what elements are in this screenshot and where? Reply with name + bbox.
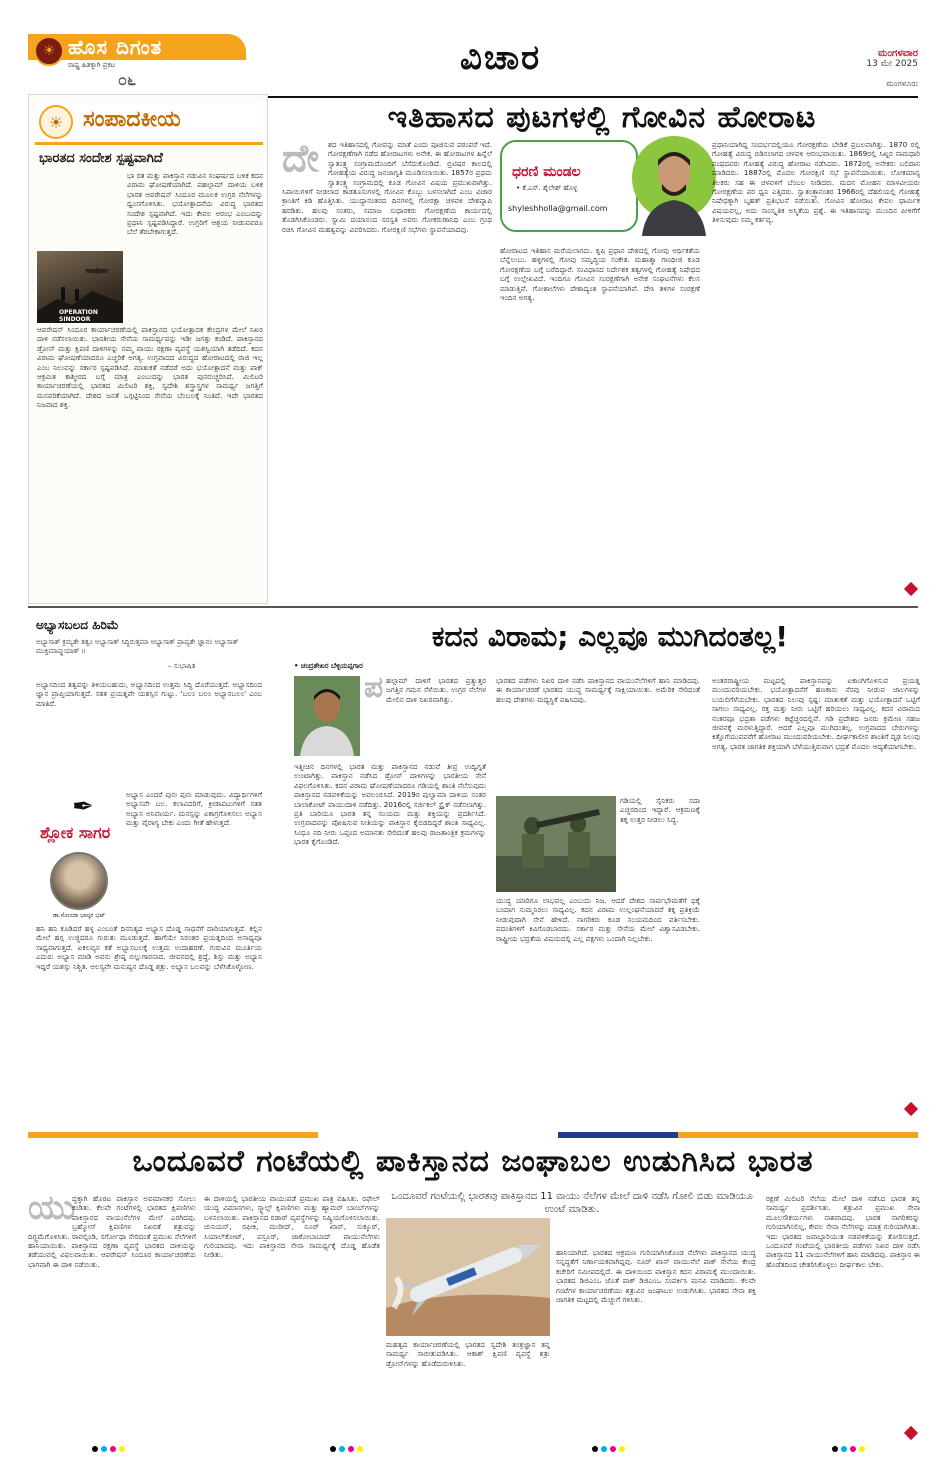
ceasefire-column-2-side: ಗಡಿಯಲ್ಲಿ ಸೈನಿಕರು ಸದಾ ಎಚ್ಚರದಿಂದ ಇದ್ದಾರೆ. ಆಕ್ರಮಣಕ್ಕೆ ತಕ್ಕ ಉತ್ತರ ನೀಡಲು ಸಿದ್ಧ. — [620, 796, 700, 824]
shloka-verse: ಅಭ್ಯಾಸಾತ್ ಕ್ರಮ್ಯತೇ ತತ್ವಂ ಅಭ್ಯಾಸಾತ್ ಸಿದ್ಧಿರುತ್ತಮಾ ಅಭ್ಯಾಸಾತ್ ಪ್ರಾಪ್ಯತೇ ಜ್ಞಾನಂ ಅಭ್ಯಾಸಾತ್ ಮುಕ್ತಿಮಾಪ್ನುಯಾತ್ ॥ — [36, 638, 239, 655]
ceasefire-column-1: ಇತ್ತೀಚಿನ ದಿನಗಳಲ್ಲಿ ಭಾರತ ಮತ್ತು ಪಾಕಿಸ್ತಾನದ ನಡುವೆ ತೀವ್ರ ಉದ್ವಿಗ್ನತೆ ಉಂಟಾಗಿತ್ತು. ಪಾಕಿಸ್ತಾನ ನಡೆಸಿದ ಡ್ರೋನ್ ದಾಳಿಗಳನ್ನು ಭಾರತೀಯ ಸೇನೆ ವಿಫಲಗೊಳಿಸಿತು. ಕದನ ವಿರಾಮ ಘೋಷಣೆಯಾದರೂ ಗಡಿಯಲ್ಲಿ ಶಾಂತಿ ನೆಲೆಸುವುದು ಪಾಕಿಸ್ತಾನದ ನಡವಳಿಕೆಯನ್ನು ಅವಲಂಬಿಸಿದೆ. 2019ರ ಪುಲ್ವಾಮಾ ದಾಳಿಯ ನಂತರ ಬಾಲಾಕೋಟ್ ವಾಯುದಾಳಿ ನಡೆದಿತ್ತು. 2016ರಲ್ಲಿ ಸರ್ಜಿಕಲ್ ಸ್ಟ್ರೈಕ್ ನಡೆಸಲಾಗಿತ್ತು. ಪ್ರತಿ ಬಾರಿಯೂ ಭಾರತ ತನ್ನ ಸಂಯಮ ಮತ್ತು ಶಕ್ತಿಯನ್ನು ಪ್ರದರ್ಶಿಸಿದೆ. ಉಗ್ರವಾದವನ್ನು ಪೋಷಿಸುವ ನೀತಿಯನ್ನು ಪಾಕಿಸ್ತಾನ ಕೈಬಿಡದಿದ್ದರೆ ಶಾಂತಿ ಸಾಧ್ಯವಿಲ್ಲ. ಸಿಂಧೂ ನದಿ ನೀರು ಒಪ್ಪಂದ ಅಮಾನತು ಸೇರಿದಂತೆ ಹಲವು ರಾಜತಾಂತ್ರಿಕ ಕ್ರಮಗಳನ್ನು ಭಾರತ ಕೈಗೊಂಡಿದೆ. — [294, 762, 486, 847]
reg-dot-cyan — [101, 1446, 107, 1452]
main-article-text-1: ಶದ ಇತಿಹಾಸದಲ್ಲಿ ಗೋವನ್ನು ಮಾತೆ ಎಂದು ಪೂಜಿಸುವ ಪರಂಪರೆ ಇದೆ. ಗೋರಕ್ಷಣೆಗಾಗಿ ನಡೆದ ಹೋರಾಟಗಳು ಅನೇಕ. ಈ ಹೋರಾಟಗಳ ಹಿನ್ನೆಲೆ ಸ್ವಾತಂತ್ರ್ಯ ಸಂಗ್ರಾಮದೊಂದಿಗೆ ಬೆಸೆದುಕೊಂಡಿದೆ. ಬ್ರಿಟಿಷರ ಕಾಲದಲ್ಲಿ ಗೋಹತ್ಯೆಯ ವಿರುದ್ಧ ಜನಜಾಗೃತಿ ಮೂಡಿಸಲಾಯಿತು. 1857ರ ಪ್ರಥಮ ಸ್ವಾತಂತ್ರ್ಯ ಸಂಗ್ರಾಮದಲ್ಲಿ ಕೂಡ ಗೋವಿನ ವಿಷಯ ಪ್ರಮುಖವಾಗಿತ್ತು. ಸಿಪಾಯಿಗಳಿಗೆ ನೀಡಲಾದ ಕಾಡತೂಸುಗಳಲ್ಲಿ ಗೋವಿನ ಕೊಬ್ಬು ಬಳಸಲಾಗಿದೆ ಎಂಬ ವಿಚಾರ ಕ್ರಾಂತಿಗೆ ಕಿಡಿ ಹೊತ್ತಿಸಿತು. ಯುದ್ಧಾನಂತರದ ದಿನಗಳಲ್ಲಿ ಗೋರಕ್ಷಾ ಚಳವಳಿ ದೇಶವ್ಯಾಪಿ ಹರಡಿತು. ಹಲವು ಸಂತರು, ಸಮಾಜ ಸುಧಾರಕರು ಗೋರಕ್ಷಣೆಯ ಕಾರ್ಯದಲ್ಲಿ ತೊಡಗಿಸಿಕೊಂಡರು. ಸ್ವಾಮಿ ದಯಾನಂದ ಸರಸ್ವತಿ ಅವರು ಗೋಕರುಣಾನಿಧಿ ಎಂಬ ಗ್ರಂಥ ರಚಿಸಿ ಗೋವಿನ ಮಹತ್ವವನ್ನು ವಿವರಿಸಿದರು. ಗೋರಕ್ಷಿಣಿ ಸಭೆಗಳು ಸ್ಥಾಪನೆಯಾದವು. — [282, 140, 492, 234]
registration-marks — [330, 1446, 363, 1452]
main-article-column-2: ಹೋರಾಟದ ಇತಿಹಾಸ ಮರೆಯಲಾಗದು. ಕೃಷಿ ಪ್ರಧಾನ ದೇಶದಲ್ಲಿ ಗೋವು ಆರ್ಥಿಕತೆಯ ಬೆನ್ನೆಲುಬು. ಹಳ್ಳಿಗಳಲ್ಲಿ ಗೋವು ಸಮೃದ್ಧಿಯ ಸಂಕೇತ. ಮಹಾತ್ಮಾ ಗಾಂಧೀಜಿ ಕೂಡ ಗೋರಕ್ಷಣೆಯ ಬಗ್ಗೆ ಬರೆದಿದ್ದಾರೆ. ಸಂವಿಧಾನದ ನಿರ್ದೇಶಕ ತತ್ವಗಳಲ್ಲಿ ಗೋಹತ್ಯೆ ನಿಷೇಧದ ಬಗ್ಗೆ ಉಲ್ಲೇಖವಿದೆ. ಇಂದಿಗೂ ಗೋವಿನ ಸಂರಕ್ಷಣೆಗಾಗಿ ಅನೇಕ ಸಂಘಟನೆಗಳು ಕೆಲಸ ಮಾಡುತ್ತಿವೆ. ಗೋಶಾಲೆಗಳು ದೇಶಾದ್ಯಂತ ಸ್ಥಾಪನೆಯಾಗಿವೆ. ದೇಸಿ ತಳಿಗಳ ಸಂರಕ್ಷಣೆ ಇಂದಿನ ಅಗತ್ಯ. — [500, 246, 700, 303]
author-bubble — [500, 140, 638, 232]
reg-dot-yellow — [859, 1446, 865, 1452]
bottom-article-column-4: ಹಾನಿಯಾಗಿದೆ. ಭಾರತದ ಆಕ್ರಮಣ ಗುರಿಯಾಗಿಸಿಕೊಂಡ ನೆಲೆಗಳು ಪಾಕಿಸ್ತಾನದ ಯುದ್ಧ ಸನ್ನದ್ಧತೆಗೆ ನಿರ್ಣಾಯಕವಾಗಿದ್ದವು. ನೂರ್ ಖಾನ್ ವಾಯುನೆಲೆ ಪಾಕ್ ಸೇನೆಯ ಕೇಂದ್ರ ಕಚೇರಿಗೆ ಸಮೀಪದಲ್ಲಿದೆ. ಈ ದಾಳಿಯಿಂದ ಪಾಕಿಸ್ತಾನ ಕದನ ವಿರಾಮಕ್ಕೆ ಮುಂದಾಯಿತು. ಭಾರತದ ಡಿಜಿಎಂಒ ಜೊತೆ ಪಾಕ್ ಡಿಜಿಎಂಒ ಸಂಪರ್ಕಿಸಿ ಮನವಿ ಮಾಡಿದರು. ಕೆಲವೇ ಗಂಟೆಗಳ ಕಾರ್ಯಾಚರಣೆಯು ಶತ್ರುವಿನ ಜಂಘಾಬಲ ಉಡುಗಿಸಿತು. ಭಾರತದ ಸೇನಾ ಶಕ್ತಿ ಜಾಗತಿಕ ಮಟ್ಟದಲ್ಲಿ ಮೆಚ್ಚುಗೆ ಗಳಿಸಿತು. — [556, 1248, 756, 1305]
main-article-column-3: ಪ್ರಧಾನಿಯಾಗಿದ್ದ ಸಂದರ್ಭದಲ್ಲಿಯೂ ಗೋರಕ್ಷಣೆಯ ಬೇಡಿಕೆ ಪ್ರಬಲವಾಗಿತ್ತು. 1870 ರಲ್ಲಿ ಗೋಹತ್ಯೆ ವಿರುದ್ಧ ಬಿಡಿಸಲಾಗದ ಚಳವಳಿ ಆರಂಭವಾಯಿತು. 1869ರಲ್ಲಿ ಸಿಖ್ಖರ ನಾಮಧಾರಿ ಪಂಥದವರು ಗೋಹತ್ಯೆ ವಿರುದ್ಧ ಹೋರಾಟ ನಡೆಸಿದರು. 1872ರಲ್ಲಿ ಅನೇಕರು ಬಲಿದಾನ ಮಾಡಿದರು. 1887ರಲ್ಲಿ ಮೊದಲ ಗೋರಕ್ಷಿಣಿ ಸಭೆ ಸ್ಥಾಪನೆಯಾಯಿತು. ಲೋಕಮಾನ್ಯ ತಿಲಕರು ಸಹ ಈ ಚಳವಳಿಗೆ ಬೆಂಬಲ ನೀಡಿದರು. ಮದನ ಮೋಹನ ಮಾಳವೀಯರು ಗೋರಕ್ಷಣೆಯ ಪರ ಧ್ವನಿ ಎತ್ತಿದರು. ಸ್ವಾತಂತ್ರ್ಯಾನಂತರ 1966ರಲ್ಲಿ ದೆಹಲಿಯಲ್ಲಿ ಗೋಹತ್ಯೆ ನಿಷೇಧಕ್ಕಾಗಿ ಬೃಹತ್ ಪ್ರತಿಭಟನೆ ನಡೆಯಿತು. ಗೋವಿನ ಹೋರಾಟ ಕೇವಲ ಧಾರ್ಮಿಕ ವಿಷಯವಲ್ಲ, ಅದು ಸಾಂಸ್ಕೃತಿಕ ಅಸ್ಮಿತೆಯ ಪ್ರಶ್ನೆ. ಈ ಇತಿಹಾಸವನ್ನು ಮುಂದಿನ ಪೀಳಿಗೆಗೆ ತಿಳಿಸುವುದು ನಮ್ಮ ಕರ್ತವ್ಯ. — [712, 140, 920, 225]
edition-city: ಮಂಗಳೂರು — [886, 79, 918, 88]
shloka-sagara-title: ಶ್ಲೋಕ ಸಾಗರ — [40, 823, 111, 842]
main-article-headline: ಇತಿಹಾಸದ ಪುಟಗಳಲ್ಲಿ ಗೋವಿನ ಹೋರಾಟ — [387, 100, 817, 135]
reg-dot-black — [592, 1446, 598, 1452]
logo-emblem-icon: ☀ — [34, 36, 64, 66]
editorial-headline: ಭಾರತದ ಸಂದೇಶ ಸ್ಪಷ್ಟವಾಗಿದೆ — [39, 151, 163, 166]
registration-marks — [592, 1446, 625, 1452]
shloka-body-3: ಹನಿ ಹನಿ ಕೂಡಿದರೆ ಹಳ್ಳ ಎಂಬಂತೆ ದಿನನಿತ್ಯದ ಅಭ್ಯಾಸ ದೊಡ್ಡ ಸಾಧನೆಗೆ ದಾರಿಯಾಗುತ್ತದೆ. ಕಲ್ಲಿನ ಮೇಲೆ ಹಗ್ಗ ಉಜ್ಜಿದರೂ ಗುರುತು ಮೂಡುತ್ತದೆ. ಹಾಗೆಯೇ ನಿರಂತರ ಪ್ರಯತ್ನದಿಂದ ಅಸಾಧ್ಯವೂ ಸಾಧ್ಯವಾಗುತ್ತದೆ. ಏಕಲವ್ಯನ ಕತೆ ಅಭ್ಯಾಸಬಲಕ್ಕೆ ಉತ್ತಮ ಉದಾಹರಣೆ. ಗುರುವಿನ ಮೂರ್ತಿಯ ಎದುರು ಅಭ್ಯಾಸ ಮಾಡಿ ಅವನು ಶ್ರೇಷ್ಠ ಬಿಲ್ಲುಗಾರನಾದ. ಜೀವನದಲ್ಲಿ ಶ್ರದ್ಧೆ, ಶಿಸ್ತು ಮತ್ತು ಅಭ್ಯಾಸ ಇದ್ದರೆ ಯಶಸ್ಸು ನಿಶ್ಚಿತ. ಆಲಸ್ಯವೇ ಮನುಷ್ಯನ ದೊಡ್ಡ ಶತ್ರು. ಅಭ್ಯಾಸ ಬಲವನ್ನು ಬೆಳೆಸಿಕೊಳ್ಳೋಣ. — [36, 924, 262, 971]
ceasefire-column-1-top — [364, 676, 486, 762]
bottom-article-column-2: ಈ ದಾಳಿಯಲ್ಲಿ ಭಾರತೀಯ ವಾಯುಪಡೆ ಪ್ರಮುಖ ಪಾತ್ರ ವಹಿಸಿತು. ರಫೇಲ್ ಯುದ್ಧ ವಿಮಾನಗಳು, ಸ್ಕ್ಯಾಲ್ಪ್ ಕ್ಷಿಪಣಿಗಳು ಮತ್ತು ಹ್ಯಾಮರ್ ಬಾಂಬ್‌ಗಳನ್ನು ಬಳಸಲಾಯಿತು. ಪಾಕಿಸ್ತಾನದ ರಡಾರ್ ವ್ಯವಸ್ಥೆಗಳನ್ನು ನಿಷ್ಕ್ರಿಯಗೊಳಿಸಲಾಯಿತು. ಚುನಿಯನ್, ರಫೀಕಿ, ಮುರೀದ್, ನೂರ್ ಖಾನ್, ಸುಕ್ಕೂರ್, ಸಿಯಾಲ್‌ಕೋಟ್, ಪಸ್ರೂರ್, ಜಾಕೋಬಾಬಾದ್ ವಾಯುನೆಲೆಗಳು ಗುರಿಯಾದವು. ಇದು ಪಾಕಿಸ್ತಾನದ ಸೇನಾ ಸಾಮರ್ಥ್ಯಕ್ಕೆ ದೊಡ್ಡ ಹೊಡೆತ ನೀಡಿತು. — [204, 1194, 380, 1260]
newspaper-logo[interactable] — [28, 34, 246, 90]
band-segment-orange — [28, 1132, 318, 1138]
photo-caption: ಒಂದೂವರೆ ಗಂಟೆಯಲ್ಲಿ ಭಾರತವು ಪಾಕಿಸ್ತಾನದ 11 ವಾಯು ನೆಲೆಗಳ ಮೇಲೆ ದಾಳಿ ನಡೆಸಿ ಗೋಲಿ ಬಿಡು ಮಾಡಿಯೂ ಉಂಟೆ ಮಾಡಿತು. — [391, 1191, 753, 1215]
reg-dot-yellow — [119, 1446, 125, 1452]
logo-text: ಹೊಸ ದಿಗಂತ — [68, 35, 163, 59]
band-gap — [318, 1132, 558, 1138]
weekday: ಮಂಗಳವಾರ — [877, 48, 918, 59]
ceasefire-column-3: ಅಂತರರಾಷ್ಟ್ರೀಯ ಮಟ್ಟದಲ್ಲಿ ಪಾಕಿಸ್ತಾನವನ್ನು ಏಕಾಂಗಿಗೊಳಿಸುವ ಪ್ರಯತ್ನ ಮುಂದುವರಿಯಬೇಕು. ಭಯೋತ್ಪಾದನೆಗೆ ಹಣಕಾಸು ನೆರವು ನೀಡುವ ಜಾಲಗಳನ್ನು ಬಯಲಿಗೆಳೆಯಬೇಕು. ಭಾರತದ ನಿಲುವು ಸ್ಪಷ್ಟ: ಮಾತುಕತೆ ಮತ್ತು ಭಯೋತ್ಪಾದನೆ ಒಟ್ಟಿಗೆ ಸಾಗಲು ಸಾಧ್ಯವಿಲ್ಲ. ರಕ್ತ ಮತ್ತು ನೀರು ಒಟ್ಟಿಗೆ ಹರಿಯಲು ಸಾಧ್ಯವಿಲ್ಲ. ಕದನ ವಿರಾಮದ ನಂತರವೂ ಭದ್ರತಾ ಪಡೆಗಳು ಕಟ್ಟೆಚ್ಚರದಲ್ಲಿವೆ. ಗಡಿ ಪ್ರದೇಶದ ಜನರು ಕ್ರಮೇಣ ಸಹಜ ಜೀವನಕ್ಕೆ ಮರಳುತ್ತಿದ್ದಾರೆ. ಆದರೆ ಎಲ್ಲವೂ ಮುಗಿದಂತಲ್ಲ. ಉಗ್ರವಾದದ ಬೇರುಗಳನ್ನು ಕಿತ್ತೊಗೆಯುವವರೆಗೆ ಹೋರಾಟ ಮುಂದುವರಿಯಬೇಕು. ದೀರ್ಘಕಾಲೀನ ಶಾಂತಿಗೆ ದೃಢ ನಿಲುವು ಅಗತ್ಯ. ಭಾರತ ಜಾಗತಿಕ ಶಕ್ತಿಯಾಗಿ ಬೆಳೆಯುತ್ತಿರುವಾಗ ಭದ್ರತೆ ಮೊದಲ ಆದ್ಯತೆಯಾಗಬೇಕು. — [712, 676, 920, 751]
editorial-emblem-icon: ☀ — [39, 105, 73, 139]
author-photo — [632, 136, 716, 236]
section-divider — [28, 606, 918, 608]
brahmos-missile-icon — [386, 1218, 550, 1336]
image-label: OPERATION SINDOOR — [59, 309, 98, 323]
logo-tagline: ರಾಷ್ಟ್ರ ಹಿತಕ್ಕಾಗಿ ಪ್ರಕಟ — [68, 61, 116, 69]
bottom-article-column-1 — [28, 1194, 196, 1438]
reg-dot-black — [832, 1446, 838, 1452]
quill-icon: ✒ — [72, 792, 94, 822]
bottom-article-column-3: ಮಹತ್ವದ ಕಾರ್ಯಾಚರಣೆಯಲ್ಲಿ ಭಾರತದ ಸ್ವದೇಶಿ ತಂತ್ರಜ್ಞಾನ ತನ್ನ ಸಾಮರ್ಥ್ಯ ಸಾಬೀತುಪಡಿಸಿತು. ಆಕಾಶ್ ಕ್ಷಿಪಣಿ ವ್ಯವಸ್ಥೆ ಶತ್ರು ಡ್ರೋನ್‌ಗಳನ್ನು ಹೊಡೆದುರುಳಿಸಿತು. — [386, 1340, 550, 1368]
ceasefire-author-photo — [294, 676, 360, 756]
page-number: ೦೬ — [118, 70, 136, 89]
section-title: ವಿಚಾರ — [460, 38, 542, 78]
reg-dot-magenta — [348, 1446, 354, 1452]
shloka-sagara-badge — [36, 790, 122, 922]
registration-marks — [832, 1446, 865, 1452]
soldiers-with-weapons-icon — [496, 796, 616, 892]
editorial-body-bottom: ಆಪರೇಷನ್ ಸಿಂದೂರ ಕಾರ್ಯಾಚರಣೆಯಲ್ಲಿ ಪಾಕಿಸ್ತಾನದ ಭಯೋತ್ಪಾದಕ ಕೇಂದ್ರಗಳ ಮೇಲೆ ನಿಖರ ದಾಳಿ ನಡೆಸಲಾಯಿತು. ಭಾರತೀಯ ಸೇನೆಯ ಸಾಮರ್ಥ್ಯವನ್ನು ಇಡೀ ಜಗತ್ತು ಕಂಡಿದೆ. ಪಾಕಿಸ್ತಾನದ ಡ್ರೋನ್ ಮತ್ತು ಕ್ಷಿಪಣಿ ದಾಳಿಗಳನ್ನು ನಮ್ಮ ವಾಯು ರಕ್ಷಣಾ ವ್ಯವಸ್ಥೆ ಯಶಸ್ವಿಯಾಗಿ ತಡೆದಿದೆ. ಕದನ ವಿರಾಮ ಘೋಷಣೆಯಾದರೂ ಎಚ್ಚರಿಕೆ ಅಗತ್ಯ. ಉಗ್ರವಾದದ ವಿರುದ್ಧದ ಹೋರಾಟದಲ್ಲಿ ರಾಜಿ ಇಲ್ಲ ಎಂಬ ನಿಲುವನ್ನು ಸರ್ಕಾರ ಸ್ಪಷ್ಟಪಡಿಸಿದೆ. ಮಾತುಕತೆ ನಡೆದರೆ ಅದು ಭಯೋತ್ಪಾದನೆ ಮತ್ತು ಪಾಕ್ ಆಕ್ರಮಿತ ಕಾಶ್ಮೀರದ ಬಗ್ಗೆ ಮಾತ್ರ ಎಂಬುದನ್ನು ಭಾರತ ಪುನರುಚ್ಚರಿಸಿದೆ. ಮಿಲಿಟರಿ ಕಾರ್ಯಾಚರಣೆಯಲ್ಲಿ ಭಾರತದ ಮಿಲಿಟರಿ ಶಕ್ತಿ, ಸ್ವದೇಶಿ ಶಸ್ತ್ರಾಸ್ತ್ರಗಳ ಸಾಮರ್ಥ್ಯ ಜಗತ್ತಿಗೆ ಮನವರಿಕೆಯಾಗಿದೆ. ದೇಶದ ಜನತೆ ಒಗ್ಗಟ್ಟಿನಿಂದ ಸೇನೆಯ ಬೆಂಬಲಕ್ಕೆ ನಿಂತಿದೆ. ಇದೇ ಭಾರತದ ನಿಜವಾದ ಶಕ್ತಿ. — [37, 325, 263, 410]
bottom-article-headline: ಒಂದೂವರೆ ಗಂಟೆಯಲ್ಲಿ ಪಾಕಿಸ್ತಾನದ ಜಂಘಾಬಲ ಉಡುಗಿಸಿದ ಭಾರತ — [132, 1144, 814, 1179]
reg-dot-black — [92, 1446, 98, 1452]
dateline — [808, 48, 918, 89]
ceasefire-dropcap: ಪ — [364, 670, 384, 705]
author-portrait-icon — [632, 136, 716, 236]
ceasefire-column-2-top: ಭಾರತದ ಪಡೆಗಳು ನಿಖರ ದಾಳಿ ನಡೆಸಿ ಪಾಕಿಸ್ತಾನದ ವಾಯುನೆಲೆಗಳಿಗೆ ಹಾನಿ ಮಾಡಿದವು. ಈ ಕಾರ್ಯಾಚರಣೆ ಭಾರತದ ಯುದ್ಧ ಸಾಮರ್ಥ್ಯಕ್ಕೆ ಸಾಕ್ಷಿಯಾಯಿತು. ಅಮೆರಿಕ ಸೇರಿದಂತೆ ಹಲವು ದೇಶಗಳು ಮಧ್ಯಸ್ಥಿಕೆ ವಹಿಸಿದವು. — [496, 676, 700, 704]
shloka-source: – ಸುಭಾಷಿತ — [168, 662, 196, 670]
date: 13 ಮೇ 2025 — [866, 59, 918, 69]
registration-marks — [92, 1446, 125, 1452]
ceasefire-byline: • ಚಂದ್ರಶೇಖರ ಬೆಳ್ಳಿಯಪ್ಪಗಾರ — [294, 662, 363, 670]
reg-dot-yellow — [619, 1446, 625, 1452]
reg-dot-yellow — [357, 1446, 363, 1452]
column-name: ಧರಣಿ ಮಂಡಲ — [512, 164, 581, 180]
bottom-article-column-5: ರಕ್ಷಣೆ ಮಿಲಿಟರಿ ನೆಲೆಯ ಮೇಲೆ ದಾಳಿ ನಡೆಸಿದ ಭಾರತ ತನ್ನ ಸಾಮರ್ಥ್ಯ ಪ್ರದರ್ಶಿಸಿತು. ಶತ್ರುವಿನ ಪ್ರಮುಖ ಸೇನಾ ಮೂಲಸೌಕರ್ಯಗಳು ನಾಶವಾದವು. ಭಾರತ ನಾಗರಿಕರನ್ನು ಗುರಿಯಾಗಿಸಲಿಲ್ಲ, ಕೇವಲ ಸೇನಾ ನೆಲೆಗಳನ್ನು ಮಾತ್ರ ಗುರಿಯಾಗಿಸಿತು. ಇದು ಭಾರತದ ಜವಾಬ್ದಾರಿಯುತ ನಡವಳಿಕೆಯನ್ನು ತೋರಿಸುತ್ತದೆ. ಒಂದೂವರೆ ಗಂಟೆಯಲ್ಲಿ ಭಾರತೀಯ ಪಡೆಗಳು ನಿಖರ ದಾಳಿ ನಡೆಸಿ ಪಾಕಿಸ್ತಾನದ 11 ವಾಯುನೆಲೆಗಳಿಗೆ ಹಾನಿ ಮಾಡಿದವು. ಪಾಕಿಸ್ತಾನ ಈ ಹೊಡೆತದಿಂದ ಚೇತರಿಸಿಕೊಳ್ಳಲು ದೀರ್ಘಕಾಲ ಬೇಕು. — [766, 1194, 920, 1269]
main-article-column-1 — [282, 140, 492, 592]
editorial-badge — [35, 103, 263, 145]
columnist-photo — [50, 852, 108, 910]
ceasefire-headline: ಕದನ ವಿರಾಮ; ಎಲ್ಲವೂ ಮುಗಿದಂತಲ್ಲ! — [431, 620, 789, 653]
reg-dot-magenta — [850, 1446, 856, 1452]
author-name: • ಕೆ.ಎಸ್. ಶೈಲೇಶ್ ಹೊಳ್ಳ — [516, 184, 578, 192]
missile-photo — [386, 1218, 550, 1336]
editorial-box — [28, 94, 268, 604]
author-box — [500, 140, 700, 240]
reg-dot-magenta — [610, 1446, 616, 1452]
soldiers-photo — [496, 796, 616, 892]
author-portrait-icon — [294, 676, 360, 756]
shloka-body-1: ಅಭ್ಯಾಸದಿಂದ ತತ್ವವನ್ನು ತಿಳಿಯಬಹುದು, ಅಭ್ಯಾಸದಿಂದ ಉತ್ತಮ ಸಿದ್ಧಿ ದೊರೆಯುತ್ತದೆ. ಅಭ್ಯಾಸದಿಂದ ಜ್ಞಾನ ಪ್ರಾಪ್ತಿಯಾಗುತ್ತದೆ. ಸತತ ಪ್ರಯತ್ನವೇ ಯಶಸ್ಸಿನ ಗುಟ್ಟು. 'ಬಲಂ ಬಲಂ ಅಭ್ಯಾಸಬಲಂ' ಎಂಬ ಮಾತಿದೆ. — [36, 680, 262, 708]
author-email[interactable]: shyleshholla@gmail.com — [508, 204, 608, 213]
shloka-column — [28, 614, 268, 1128]
bottom-article-dropcap: ಯು — [28, 1188, 76, 1228]
reg-dot-black — [330, 1446, 336, 1452]
masthead — [0, 0, 945, 96]
reg-dot-cyan — [339, 1446, 345, 1452]
reg-dot-magenta — [110, 1446, 116, 1452]
ceasefire-column-2: ಯುದ್ಧ ಯಾರಿಗೂ ಲಾಭವಲ್ಲ ಎಂಬುದು ನಿಜ. ಆದರೆ ದೇಶದ ಸಾರ್ವಭೌಮತೆಗೆ ಧಕ್ಕೆ ಬಂದಾಗ ಸುಮ್ಮನಿರಲು ಸಾಧ್ಯವಿಲ್ಲ. ಕದನ ವಿರಾಮ ಉಲ್ಲಂಘನೆಯಾದರೆ ತಕ್ಕ ಪ್ರತಿಕ್ರಿಯೆ ನೀಡುವುದಾಗಿ ಸೇನೆ ಹೇಳಿದೆ. ನಾಗರಿಕರು ಕೂಡ ಸಂಯಮದಿಂದ ವರ್ತಿಸಬೇಕು. ವದಂತಿಗಳಿಗೆ ಕಿವಿಗೊಡಬಾರದು. ಸರ್ಕಾರ ಮತ್ತು ಸೇನೆಯ ಮೇಲೆ ವಿಶ್ವಾಸವಿಡಬೇಕು. ರಾಷ್ಟ್ರೀಯ ಭದ್ರತೆಯ ವಿಷಯದಲ್ಲಿ ಎಲ್ಲ ಪಕ್ಷಗಳು ಒಂದಾಗಿ ನಿಲ್ಲಬೇಕು. — [496, 896, 700, 943]
band-segment-orange-2 — [678, 1132, 918, 1138]
editorial-badge-title: ಸಂಪಾದಕೀಯ — [83, 107, 181, 132]
shloka-column-title: ಅಭ್ಯಾಸಬಲದ ಹಿರಿಮೆ — [36, 618, 119, 632]
shloka-body-2: ಅಭ್ಯಾಸ ಎಂದರೆ ಪುನಃ ಪುನಃ ಮಾಡುವುದು. ವಿದ್ಯಾರ್ಥಿಗಳಿಗೆ ಅಭ್ಯಾಸವೇ ಬಲ. ಕಲಾವಿದರಿಗೆ, ಕ್ರೀಡಾಪಟುಗಳಿಗೆ ಸತತ ಅಭ್ಯಾಸ ಅನಿವಾರ್ಯ. ಮನಸ್ಸನ್ನು ಏಕಾಗ್ರಗೊಳಿಸಲು ಅಭ್ಯಾಸ ಮತ್ತು ವೈರಾಗ್ಯ ಬೇಕು ಎಂದು ಗೀತೆ ಹೇಳುತ್ತದೆ. — [126, 790, 262, 828]
ceasefire-intro: ಹಲ್ಗಾಮ್ ದಾಳಿಗೆ ಭಾರತದ ಪ್ರತ್ಯುತ್ತರ ಜಗತ್ತಿನ ಗಮನ ಸೆಳೆಯಿತು. ಉಗ್ರರ ನೆಲೆಗಳ ಮೇಲಿನ ದಾಳಿ ನಿಖರವಾಗಿತ್ತು. — [386, 676, 486, 704]
color-band — [28, 1132, 918, 1138]
reg-dot-cyan — [841, 1446, 847, 1452]
editorial-paragraph-1: ಭಾ ರತ ಮತ್ತು ಪಾಕಿಸ್ತಾನ ನಡುವಿನ ಸಂಘರ್ಷದ ಬಳಿಕ ಕದನ ವಿರಾಮ ಘೋಷಣೆಯಾಗಿದೆ. ಪಹಲ್ಗಾಮ್ ದಾಳಿಯ ಬಳಿಕ ಭಾರತ ಆಪರೇಷನ್ ಸಿಂದೂರ ಮೂಲಕ ಉಗ್ರರ ನೆಲೆಗಳನ್ನು ಧ್ವಂಸಗೊಳಿಸಿತು. ಭಯೋತ್ಪಾದನೆಯ ವಿರುದ್ಧ ಭಾರತದ ಸಂದೇಶ ಸ್ಪಷ್ಟವಾಗಿದೆ. ಇದು ಕೇವಲ ಆರಂಭ ಎಂಬುದನ್ನು ಪ್ರಧಾನಿ ಸ್ಪಷ್ಟಪಡಿಸಿದ್ದಾರೆ. ಉಗ್ರರಿಗೆ ಆಶ್ರಯ ನೀಡುವವರೂ ಬೆಲೆ ತೆರಬೇಕಾಗುತ್ತದೆ. — [127, 171, 263, 237]
band-segment-blue — [558, 1132, 678, 1138]
bottom-article-text-1: ದ್ಧಕ್ಕಾಗಿ ಹೊರಟ ಪಾಕಿಸ್ತಾನ ಅವಮಾನಕರ ಸೋಲು ಕಂಡಿತು. ಕೆಲವೇ ಗಂಟೆಗಳಲ್ಲಿ ಭಾರತದ ಕ್ಷಿಪಣಿಗಳು ಪಾಕಿಸ್ತಾನದ ವಾಯುನೆಲೆಗಳ ಮೇಲೆ ಎರಗಿದವು. ಬ್ರಹ್ಮೋಸ್ ಕ್ಷಿಪಣಿಗಳ ನಿಖರತೆ ಶತ್ರುವನ್ನು ದಿಗ್ಭ್ರಮೆಗೊಳಿಸಿತು. ರಾವಲ್ಪಿಂಡಿ, ಸರ್ಗೋಧಾ ಸೇರಿದಂತೆ ಪ್ರಮುಖ ನೆಲೆಗಳಿಗೆ ಹಾನಿಯಾಯಿತು. ಪಾಕಿಸ್ತಾನದ ರಕ್ಷಣಾ ವ್ಯವಸ್ಥೆ ಭಾರತದ ದಾಳಿಯನ್ನು ತಡೆಯುವಲ್ಲಿ ವಿಫಲವಾಯಿತು. ಆಪರೇಷನ್ ಸಿಂದೂರ ಕಾರ್ಯಾಚರಣೆಯ ಭಾಗವಾಗಿ ಈ ದಾಳಿ ನಡೆಯಿತು. — [28, 1194, 196, 1269]
columnist-name: ಡಾ.ಸೋಂದಾ ಭಾಸ್ಕರ ಭಟ್ — [52, 912, 106, 919]
reg-dot-cyan — [601, 1446, 607, 1452]
main-article-dropcap: ದೇ — [282, 136, 320, 180]
operation-sindoor-image — [37, 251, 123, 323]
